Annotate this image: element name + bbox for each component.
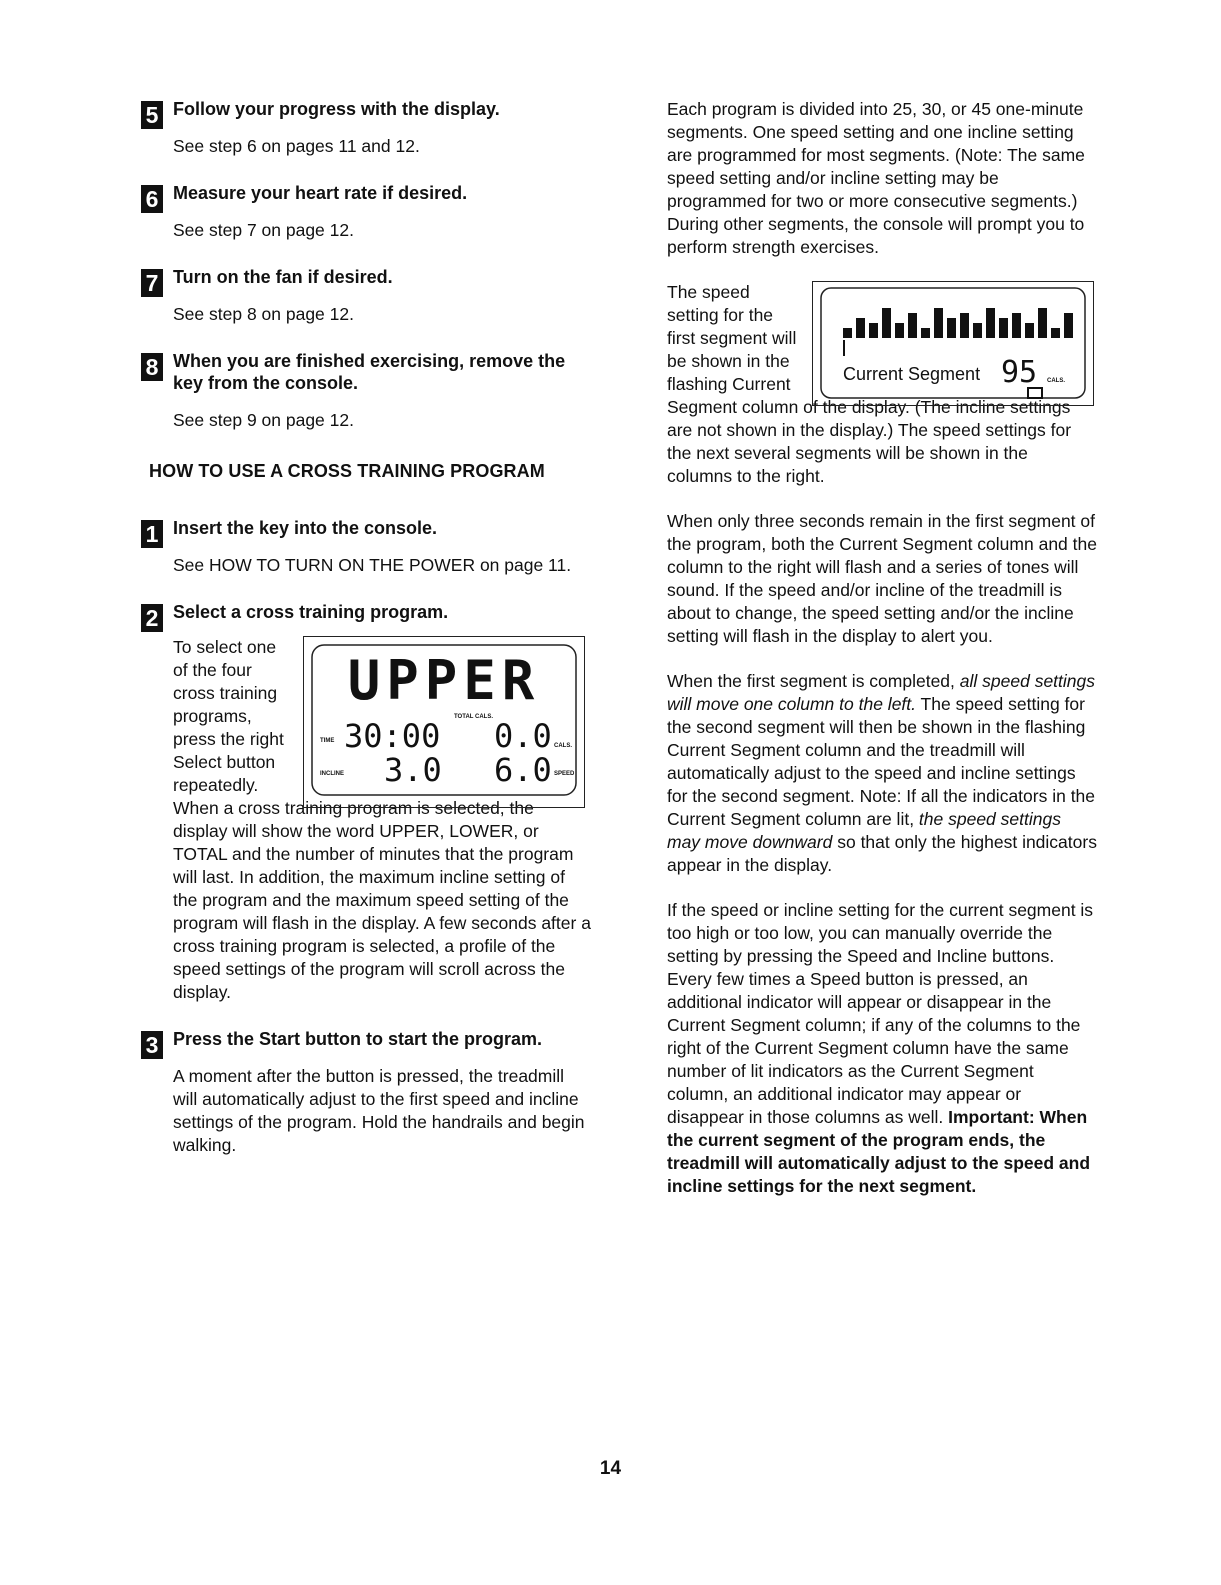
time-value: 30:00 bbox=[344, 717, 441, 755]
cross-step-1 bbox=[141, 517, 591, 577]
segment-display-figure bbox=[813, 282, 1093, 405]
step-title: Select a cross training program. bbox=[173, 602, 449, 622]
paragraph-side-text: The speed setting for the first segment will be shown in the flashing Current bbox=[667, 282, 797, 394]
speed-bar bbox=[934, 308, 943, 338]
paragraph: Each program is divided into 25, 30, or 45 one-minute segments. One speed setting and one incline setting are programmed for most segments. (Note: The same speed setting and/or incline setting may be programmed for two or more consecutive segments.) During other segments, the console will prompt you to perform strength exercises. bbox=[667, 99, 1085, 257]
speed-bar bbox=[1064, 313, 1073, 338]
step-body: When a cross training program is selected, the display will show the word UPPER, LOWER, or TOTAL and the number of minutes that the program will last. In addition, the maximum incline setting of the program and the maximum speed setting of the program will flash in the display. A few seconds after a cross training program is selected, a profile of the speed settings of the program will scroll across the display. bbox=[173, 798, 591, 1002]
important-text: Important: When the current segment of the program ends, the treadmill will automatically adjust to the speed and incline settings for the next segment. bbox=[667, 1107, 1091, 1196]
total-cals-label: TOTAL CALS. bbox=[454, 714, 493, 720]
steps-list bbox=[141, 98, 591, 432]
display-word: UPPER bbox=[347, 649, 541, 712]
text-run: When the first segment is completed, bbox=[667, 671, 960, 691]
step-item bbox=[141, 266, 591, 326]
cals-label: CALS. bbox=[554, 743, 572, 749]
page-number: 14 bbox=[599, 1458, 622, 1479]
console-display-upper bbox=[303, 636, 585, 808]
step-body: See step 7 on page 12. bbox=[173, 220, 354, 240]
segment-figure-wrap bbox=[667, 281, 1097, 396]
speed-profile-bars bbox=[843, 308, 1073, 338]
left-column bbox=[141, 98, 591, 1157]
paragraph: When only three seconds remain in the first segment of the program, both the Current Segment column and the column to the right will flash and a series of tones will sound. If the speed and/or incline of the treadmill is about to change, the speed setting and/or the incline setting will flash in the display to alert you. bbox=[667, 511, 1097, 646]
speed-bar bbox=[1012, 313, 1021, 338]
step-number-badge: 8 bbox=[141, 353, 163, 381]
step-body: See step 9 on page 12. bbox=[173, 410, 354, 430]
speed-bar bbox=[908, 313, 917, 338]
speed-bar bbox=[986, 308, 995, 338]
step-item bbox=[141, 350, 591, 432]
incline-label: INCLINE bbox=[320, 771, 344, 777]
display-figure-wrap bbox=[173, 636, 591, 797]
speed-label: SPEED bbox=[554, 771, 575, 777]
paragraph bbox=[667, 670, 1097, 877]
step-number-badge: 3 bbox=[141, 1031, 163, 1059]
paragraph: Segment column of the display. (The incline settings are not shown in the display.) The speed settings for the next several segments will be shown in the columns to the right. bbox=[667, 397, 1072, 486]
step-body: See step 8 on page 12. bbox=[173, 304, 354, 324]
step-title: Press the Start button to start the program. bbox=[173, 1029, 543, 1049]
speed-value: 6.0 bbox=[494, 751, 552, 789]
step-item bbox=[141, 98, 591, 158]
section-heading: HOW TO USE A CROSS TRAINING PROGRAM bbox=[149, 461, 545, 481]
total-cals-value: 0.0 bbox=[494, 717, 552, 755]
current-segment-marker bbox=[843, 340, 845, 356]
speed-bar bbox=[973, 323, 982, 338]
display-figure bbox=[304, 637, 584, 807]
speed-bar bbox=[895, 323, 904, 338]
step-title: Follow your progress with the display. bbox=[173, 99, 500, 119]
speed-bar bbox=[856, 318, 865, 338]
step-body: A moment after the button is pressed, the treadmill will automatically adjust to the first speed and incline settings of the program. Hold the handrails and begin walking. bbox=[173, 1066, 585, 1155]
cross-step-2 bbox=[141, 601, 591, 1004]
step-number-badge: 5 bbox=[141, 101, 163, 129]
step-number-badge: 6 bbox=[141, 185, 163, 213]
cals-label: CALS. bbox=[1047, 378, 1065, 384]
step-number-badge: 1 bbox=[141, 520, 163, 548]
text-run: The speed setting for the second segment will then be shown in the flashing Current Segment column and the treadmill will automatically adjust to the speed and incline settings for the second segment. Note: If all the indicators in the Current Segment column are lit, bbox=[667, 694, 1096, 829]
speed-bar bbox=[843, 328, 852, 338]
speed-bar bbox=[1025, 323, 1034, 338]
speed-bar bbox=[882, 308, 891, 338]
speed-bar bbox=[921, 328, 930, 338]
speed-bar bbox=[960, 313, 969, 338]
speed-bar bbox=[1051, 328, 1060, 338]
text-run: so that only the highest indicators appear in the display. bbox=[667, 832, 1097, 875]
step-body: See step 6 on pages 11 and 12. bbox=[173, 136, 420, 156]
text-run: If the speed or incline setting for the current segment is too high or too low, you can manually override the setting by pressing the Speed and Incline buttons. Every few times a Speed button is pressed, an additional indicator will appear or disappear in the Current Segment column; if any of the columns to the right of the Current Segment column have the same number of lit indicators as the Current Segment column, an additional indicator may appear or disappear in those columns as well. bbox=[667, 900, 1094, 1127]
step-side-text: To select one of the four cross training programs, press the right Select button repeatedly. bbox=[173, 637, 284, 795]
emphasis-text: all speed settings will move one column to the left. bbox=[667, 671, 1096, 714]
speed-bar bbox=[1038, 308, 1047, 338]
speed-bar bbox=[869, 323, 878, 338]
step-title: When you are finished exercising, remove the key from the console. bbox=[173, 351, 566, 393]
step-number-badge: 7 bbox=[141, 269, 163, 297]
speed-bar bbox=[947, 318, 956, 338]
right-column bbox=[667, 98, 1097, 1220]
step-body: See HOW TO TURN ON THE POWER on page 11. bbox=[173, 555, 572, 575]
incline-value: 3.0 bbox=[384, 751, 442, 789]
current-segment-label: Current Segment bbox=[843, 364, 981, 384]
step-title: Turn on the fan if desired. bbox=[173, 267, 393, 287]
step-item bbox=[141, 182, 591, 242]
paragraph bbox=[667, 899, 1097, 1198]
emphasis-text: the speed settings may move downward bbox=[667, 809, 1061, 852]
cross-step-3 bbox=[141, 1028, 591, 1157]
step-number-badge: 2 bbox=[141, 604, 163, 632]
time-label: TIME bbox=[320, 738, 335, 744]
console-display-segment bbox=[812, 281, 1094, 406]
step-title: Insert the key into the console. bbox=[173, 518, 438, 538]
segment-value: 95 bbox=[1001, 355, 1038, 390]
step-title: Measure your heart rate if desired. bbox=[173, 183, 468, 203]
speed-bar bbox=[999, 318, 1008, 338]
